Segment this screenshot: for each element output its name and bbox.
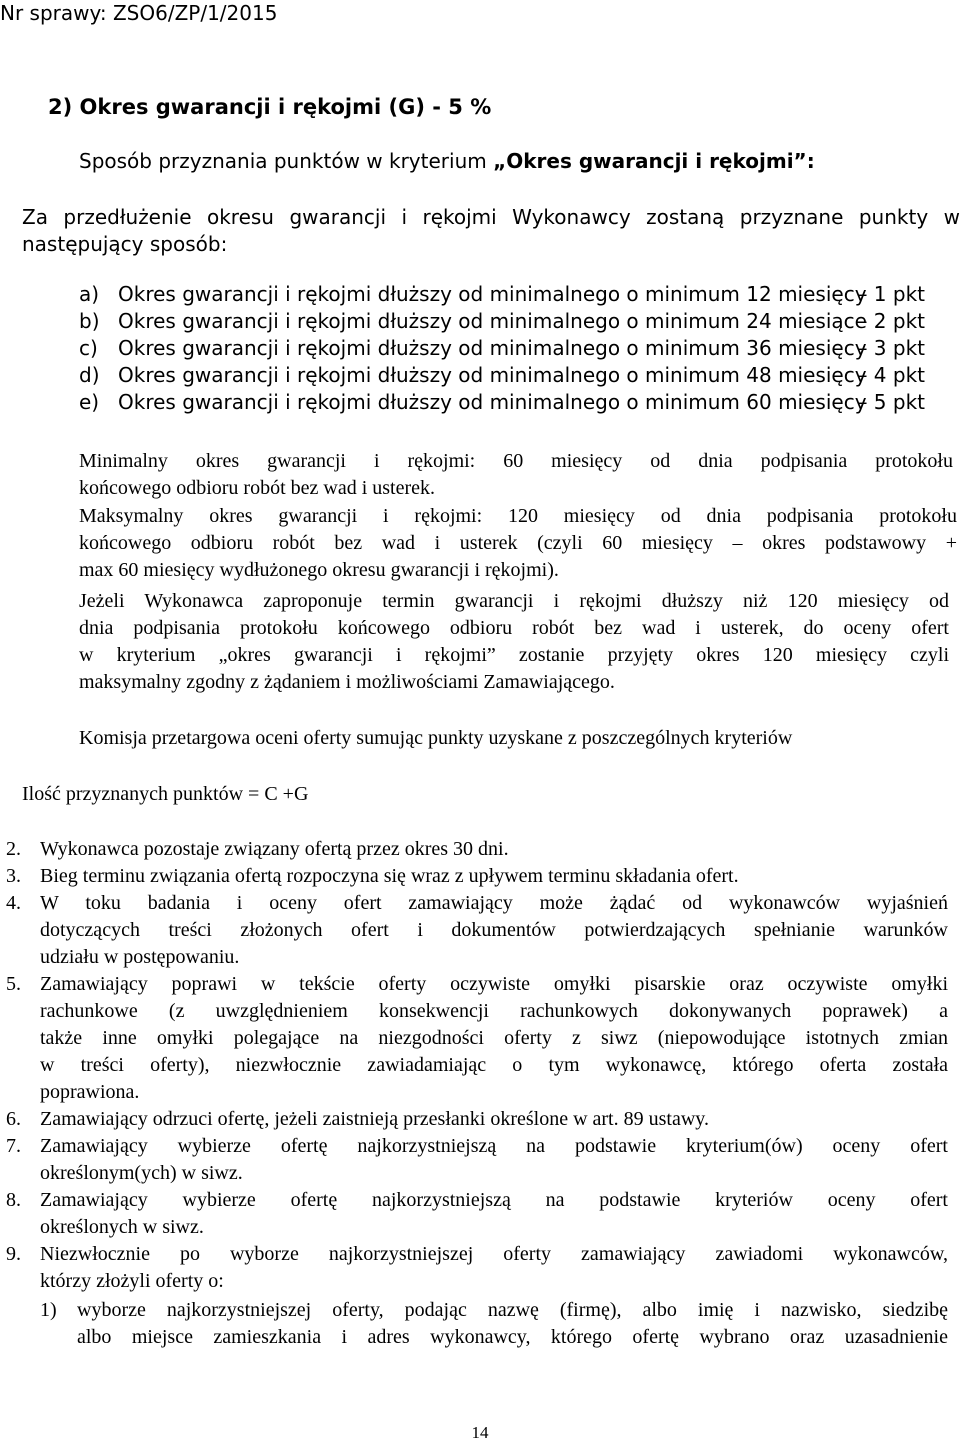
section-heading: 2) Okres gwarancji i rękojmi (G) - 5 % — [48, 95, 492, 119]
over-maximum-line: dnia podpisania protokołu końcowego odbioru robót bez wad i usterek, do oceny ofert — [79, 617, 949, 639]
subitem-number: 1) — [40, 1299, 57, 1321]
provision-number: 6. — [6, 1108, 21, 1130]
provision-line: dotyczących treści złożonych ofert i dokumentów potwierdzających spełnianie warunków — [40, 919, 948, 941]
page-number: 14 — [471, 1423, 489, 1442]
minimum-period-line: końcowego odbioru robót bez wad i usterek. — [79, 477, 436, 499]
points-formula: Ilość przyznanych punktów = C +G — [22, 783, 309, 805]
criteria-label: b) — [79, 309, 100, 333]
commission-statement: Komisja przetargowa oceni oferty sumując punkty uzyskane z poszczególnych kryteriów — [79, 727, 793, 749]
criteria-item — [79, 335, 929, 362]
provision-line: w treści oferty), niezwłocznie zawiadamiając o tym wykonawcę, którego oferta została — [40, 1054, 948, 1076]
provision-item — [0, 890, 960, 971]
criteria-item — [79, 389, 929, 416]
scoring-intro-criterion: „Okres gwarancji i rękojmi”: — [493, 149, 815, 173]
criteria-item — [79, 308, 929, 335]
criteria-points: – 4 pkt — [857, 363, 925, 387]
maximum-period-line: Maksymalny okres gwarancji i rękojmi: 120 miesięcy od dnia podpisania protokołu — [79, 505, 957, 527]
provision-number: 4. — [6, 892, 21, 914]
criteria-text: Okres gwarancji i rękojmi dłuższy od minimalnego o minimum 48 miesięcy — [118, 363, 867, 387]
criteria-label: a) — [79, 282, 100, 306]
provision-item — [0, 836, 960, 863]
extension-line: Za przedłużenie okresu gwarancji i rękojmi Wykonawcy zostaną przyznane punkty w — [22, 205, 960, 229]
provision-item — [0, 1106, 960, 1133]
scoring-intro — [79, 147, 815, 175]
case-number-header: Nr sprawy: ZSO6/ZP/1/2015 — [0, 1, 278, 25]
criteria-points: – 2 pkt — [857, 309, 925, 333]
criteria-label: e) — [79, 390, 100, 414]
provision-line: W toku badania i oceny ofert zamawiający może żądać od wykonawców wyjaśnień — [40, 892, 948, 914]
provision-item — [0, 863, 960, 890]
provision-line: Bieg terminu związania ofertą rozpoczyna się wraz z upływem terminu składania ofert. — [40, 865, 739, 887]
provision-line: Zamawiający odrzuci ofertę, jeżeli zaistnieją przesłanki określone w art. 89 ustawy. — [40, 1108, 709, 1130]
minimum-period-line: Minimalny okres gwarancji i rękojmi: 60 miesięcy od dnia podpisania protokołu — [79, 450, 953, 472]
provision-number: 2. — [6, 838, 21, 860]
provision-number: 7. — [6, 1135, 21, 1157]
criteria-label: d) — [79, 363, 100, 387]
criteria-item — [79, 362, 929, 389]
provision-line: poprawiona. — [40, 1081, 140, 1103]
maximum-period-paragraph — [79, 503, 957, 584]
provision-line: określonym(ych) w siwz. — [40, 1162, 243, 1184]
provision-item — [0, 971, 960, 1106]
criteria-points: – 5 pkt — [857, 390, 925, 414]
subitem-line: wyborze najkorzystniejszej oferty, podając nazwę (firmę), albo imię i nazwisko, siedzibę — [77, 1299, 948, 1321]
provision-line: Niezwłocznie po wyborze najkorzystniejszej oferty zamawiający zawiadomi wykonawców, — [40, 1243, 948, 1265]
extension-paragraph — [22, 204, 960, 258]
criteria-points: – 1 pkt — [857, 282, 925, 306]
numbered-provisions — [0, 836, 960, 1351]
provision-line: którzy złożyli oferty o: — [40, 1270, 224, 1292]
provision-line: Zamawiający wybierze ofertę najkorzystniejszą na podstawie kryteriów oceny ofert — [40, 1189, 948, 1211]
criteria-label: c) — [79, 336, 98, 360]
extension-line: następujący sposób: — [22, 232, 228, 256]
over-maximum-line: Jeżeli Wykonawca zaproponuje termin gwarancji i rękojmi dłuższy niż 120 miesięcy od — [79, 590, 949, 612]
provision-number: 3. — [6, 865, 21, 887]
provision-number: 8. — [6, 1189, 21, 1211]
provision-item — [0, 1187, 960, 1241]
provision-number: 9. — [6, 1243, 21, 1265]
criteria-text: Okres gwarancji i rękojmi dłuższy od minimalnego o minimum 12 miesięcy — [118, 282, 867, 306]
provision-line: rachunkowe (z uwzględnieniem konsekwencji rachunkowych dokonywanych poprawek) a — [40, 1000, 948, 1022]
over-maximum-line: maksymalny zgodny z żądaniem i możliwościami Zamawiającego. — [79, 671, 615, 693]
minimum-period-paragraph — [79, 448, 953, 502]
provision-line: także inne omyłki polegające na niezgodności oferty z siwz (niepowodujące istotnych zmian — [40, 1027, 948, 1049]
provision-item — [0, 1133, 960, 1187]
criteria-text: Okres gwarancji i rękojmi dłuższy od minimalnego o minimum 24 miesiące — [118, 309, 867, 333]
provision-item — [0, 1241, 960, 1351]
criteria-text: Okres gwarancji i rękojmi dłuższy od minimalnego o minimum 60 miesięcy — [118, 390, 867, 414]
over-maximum-paragraph — [79, 588, 949, 696]
maximum-period-line: końcowego odbioru robót bez wad i usterek (czyli 60 miesięcy – okres podstawowy + — [79, 532, 957, 554]
provision-line: określonych w siwz. — [40, 1216, 204, 1238]
provision-number: 5. — [6, 973, 21, 995]
maximum-period-line: max 60 miesięcy wydłużonego okresu gwarancji i rękojmi). — [79, 559, 559, 581]
provision-line: Wykonawca pozostaje związany ofertą przez okres 30 dni. — [40, 838, 509, 860]
provision-line: Zamawiający poprawi w tekście oferty oczywiste omyłki pisarskie oraz oczywiste omyłki — [40, 973, 948, 995]
provision-line: Zamawiający wybierze ofertę najkorzystniejszą na podstawie kryterium(ów) oceny ofert — [40, 1135, 948, 1157]
subitem-line: albo miejsce zamieszkania i adres wykonawcy, którego ofertę wybrano oraz uzasadnienie — [77, 1326, 948, 1348]
criteria-points: – 3 pkt — [857, 336, 925, 360]
provision-line: udziału w postępowaniu. — [40, 946, 240, 968]
criteria-text: Okres gwarancji i rękojmi dłuższy od minimalnego o minimum 36 miesięcy — [118, 336, 867, 360]
provision-subitem — [40, 1297, 948, 1351]
scoring-intro-prefix: Sposób przyznania punktów w kryterium — [79, 149, 494, 173]
criteria-item — [79, 281, 929, 308]
over-maximum-line: w kryterium „okres gwarancji i rękojmi” zostanie przyjęty okres 120 miesięcy czyli — [79, 644, 949, 666]
criteria-list — [79, 281, 929, 416]
